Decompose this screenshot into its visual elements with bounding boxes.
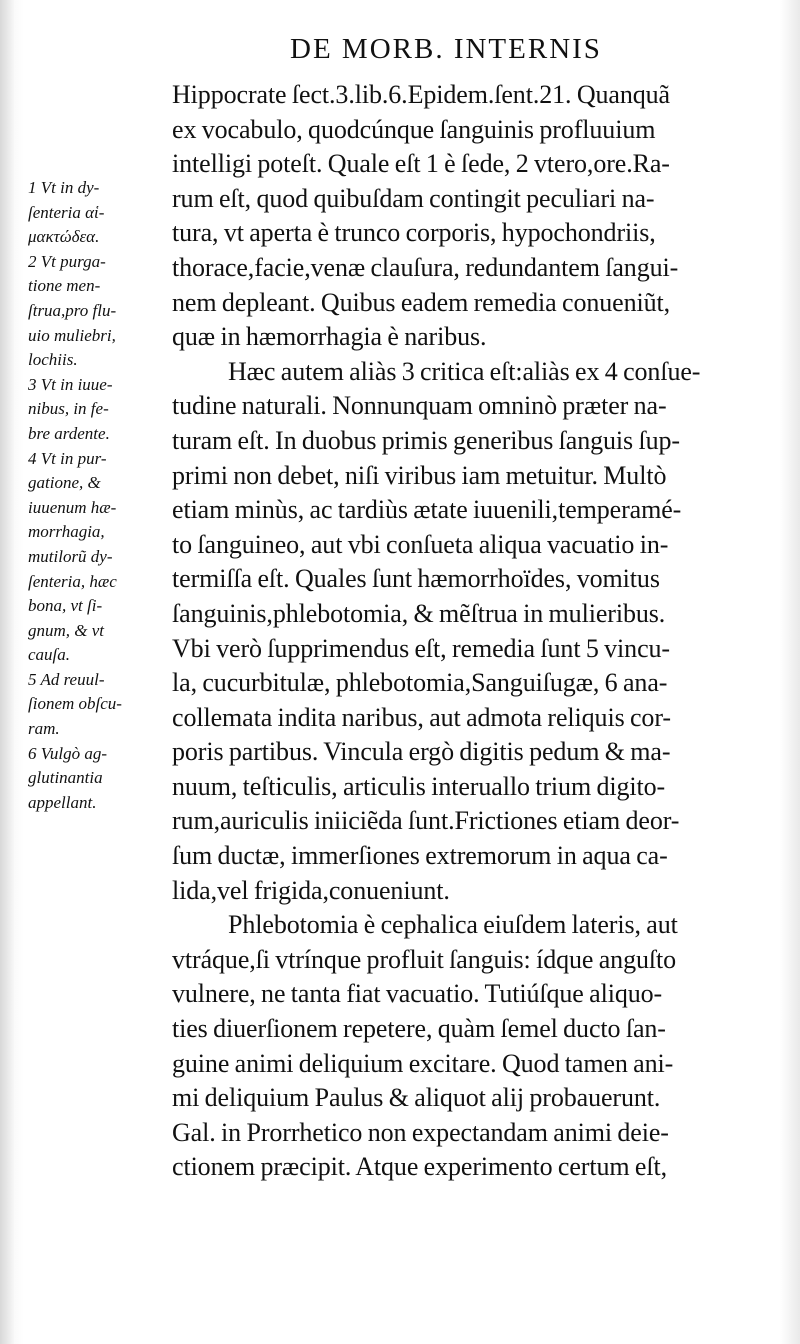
marginal-notes — [28, 176, 170, 815]
text-line: nem depleant. Quibus eadem remedia conueniũt, — [172, 287, 671, 317]
text-line: mi deliquium Paulus & aliquot alij probauerunt. — [172, 1083, 661, 1113]
marginal-note-line: nibus, in fe- — [28, 399, 109, 419]
text-line: quæ in hæmorrhagia è naribus. — [172, 322, 487, 352]
text-line: termiſſa eſt. Quales ſunt hæmorrhoïdes, vomitus — [172, 564, 660, 594]
marginal-note-line: morrhagia, — [28, 522, 105, 542]
text-line: Phlebotomia è cephalica eiuſdem lateris, aut — [228, 910, 678, 940]
text-line: ties diuerſionem repetere, quàm ſemel ducto ſan- — [172, 1014, 666, 1044]
marginal-note-line: iuuenum hæ- — [28, 497, 117, 517]
text-line: vtráque,ſi vtrínque profluit ſanguis: ídque anguſto — [172, 944, 677, 974]
text-line: turam eſt. In duobus primis generibus ſanguis ſup- — [172, 425, 680, 455]
text-line: ctionem præcipit. Atque experimento certum eſt, — [172, 1152, 667, 1182]
text-line: Hippocrate ſect.3.lib.6.Epidem.ſent.21. Quanquã — [172, 80, 670, 109]
marginal-note-line: bona, vt ſi- — [28, 596, 103, 616]
page-gutter-shadow — [0, 0, 14, 1344]
text-line: Vbi verò ſupprimendus eſt, remedia ſunt 5 vincu- — [172, 633, 670, 663]
text-line: Gal. in Prorrhetico non expectandam animi deie- — [172, 1117, 669, 1147]
text-line: ex vocabulo, quodcúnque ſanguinis profluuium — [172, 114, 656, 144]
text-line: la, cucurbitulæ, phlebotomia,Sanguiſugæ, 6 ana- — [172, 668, 668, 698]
marginal-note-line: appellant. — [28, 792, 97, 812]
text-line: primi non debet, niſi viribus iam metuitur. Multò — [172, 460, 667, 490]
marginal-note-line: lochiis. — [28, 350, 78, 370]
text-line: poris partibus. Vincula ergò digitis pedum & ma- — [172, 737, 671, 767]
marginal-note-line: 1 Vt in dy- — [28, 178, 100, 197]
running-head: DE MORB. INTERNIS — [290, 33, 602, 65]
text-line: guine animi deliquium excitare. Quod tamen ani- — [172, 1048, 674, 1078]
marginal-note-line: ram. — [28, 719, 60, 739]
text-line: tudine naturali. Nonnunquam omninò præter na- — [172, 391, 667, 421]
marginal-note-line: ſenteria αἱ- — [28, 202, 105, 222]
marginal-note-line: 4 Vt in pur- — [28, 448, 107, 468]
text-line: rum eſt, quod quibuſdam contingit peculiari na- — [172, 183, 655, 213]
text-line: nuum, teſticulis, articulis interuallo trium digito- — [172, 771, 666, 801]
text-line: to ſanguineo, aut vbi conſueta aliqua vacuatio in- — [172, 529, 669, 559]
text-line: vulnere, ne tanta fiat vacuatio. Tutiúſque aliquo- — [172, 979, 663, 1009]
marginal-note-line: gnum, & vt — [28, 620, 105, 640]
text-line: Hæc autem aliàs 3 critica eſt:aliàs ex 4 conſue- — [228, 356, 701, 386]
text-line: ſum ductæ, immerſiones extremorum in aqua ca- — [172, 841, 668, 871]
marginal-note-line: uio muliebri, — [28, 325, 116, 345]
marginal-note-line: 5 Ad reuul- — [28, 669, 105, 689]
text-line: tura, vt aperta è trunco corporis, hypochondriis, — [172, 218, 656, 248]
marginal-note-line: tione men- — [28, 276, 101, 296]
marginal-note-line: ſionem obſcu- — [28, 694, 122, 714]
marginal-note-line: ſtrua,pro flu- — [28, 300, 117, 320]
marginal-note-line: bre ardente. — [28, 423, 110, 443]
marginal-note-line: cauſa. — [28, 645, 71, 665]
marginal-note-line: glutinantia — [28, 768, 103, 788]
marginal-note-line: 3 Vt in iuue- — [28, 374, 113, 394]
marginal-note-line: ſenteria, hæc — [28, 571, 117, 591]
marginal-note-line: 2 Vt purga- — [28, 251, 106, 271]
marginal-note-line: μακτώδεα. — [28, 227, 100, 247]
marginal-note-line: mutilorũ dy- — [28, 546, 113, 566]
text-line: lida,vel frigida,conueniunt. — [172, 875, 450, 905]
marginal-note-line: 6 Vulgò ag- — [28, 743, 108, 763]
text-line: collemata indita naribus, aut admota reliquis cor- — [172, 702, 671, 732]
text-line: rum,auriculis iniiciẽda ſunt.Frictiones etiam deor- — [172, 806, 680, 836]
text-line: ſanguinis,phlebotomia, & mẽſtrua in mulieribus. — [172, 598, 666, 628]
text-line: etiam minùs, ac tardiùs ætate iuuenili,temperamé- — [172, 495, 682, 525]
main-text-block — [172, 78, 772, 1185]
marginal-note-line: gatione, & — [28, 473, 101, 493]
text-line: intelligi poteſt. Quale eſt 1 è ſede, 2 vtero,ore.Ra- — [172, 149, 670, 179]
text-line: thorace,facie,venæ clauſura, redundantem ſangui- — [172, 252, 679, 282]
